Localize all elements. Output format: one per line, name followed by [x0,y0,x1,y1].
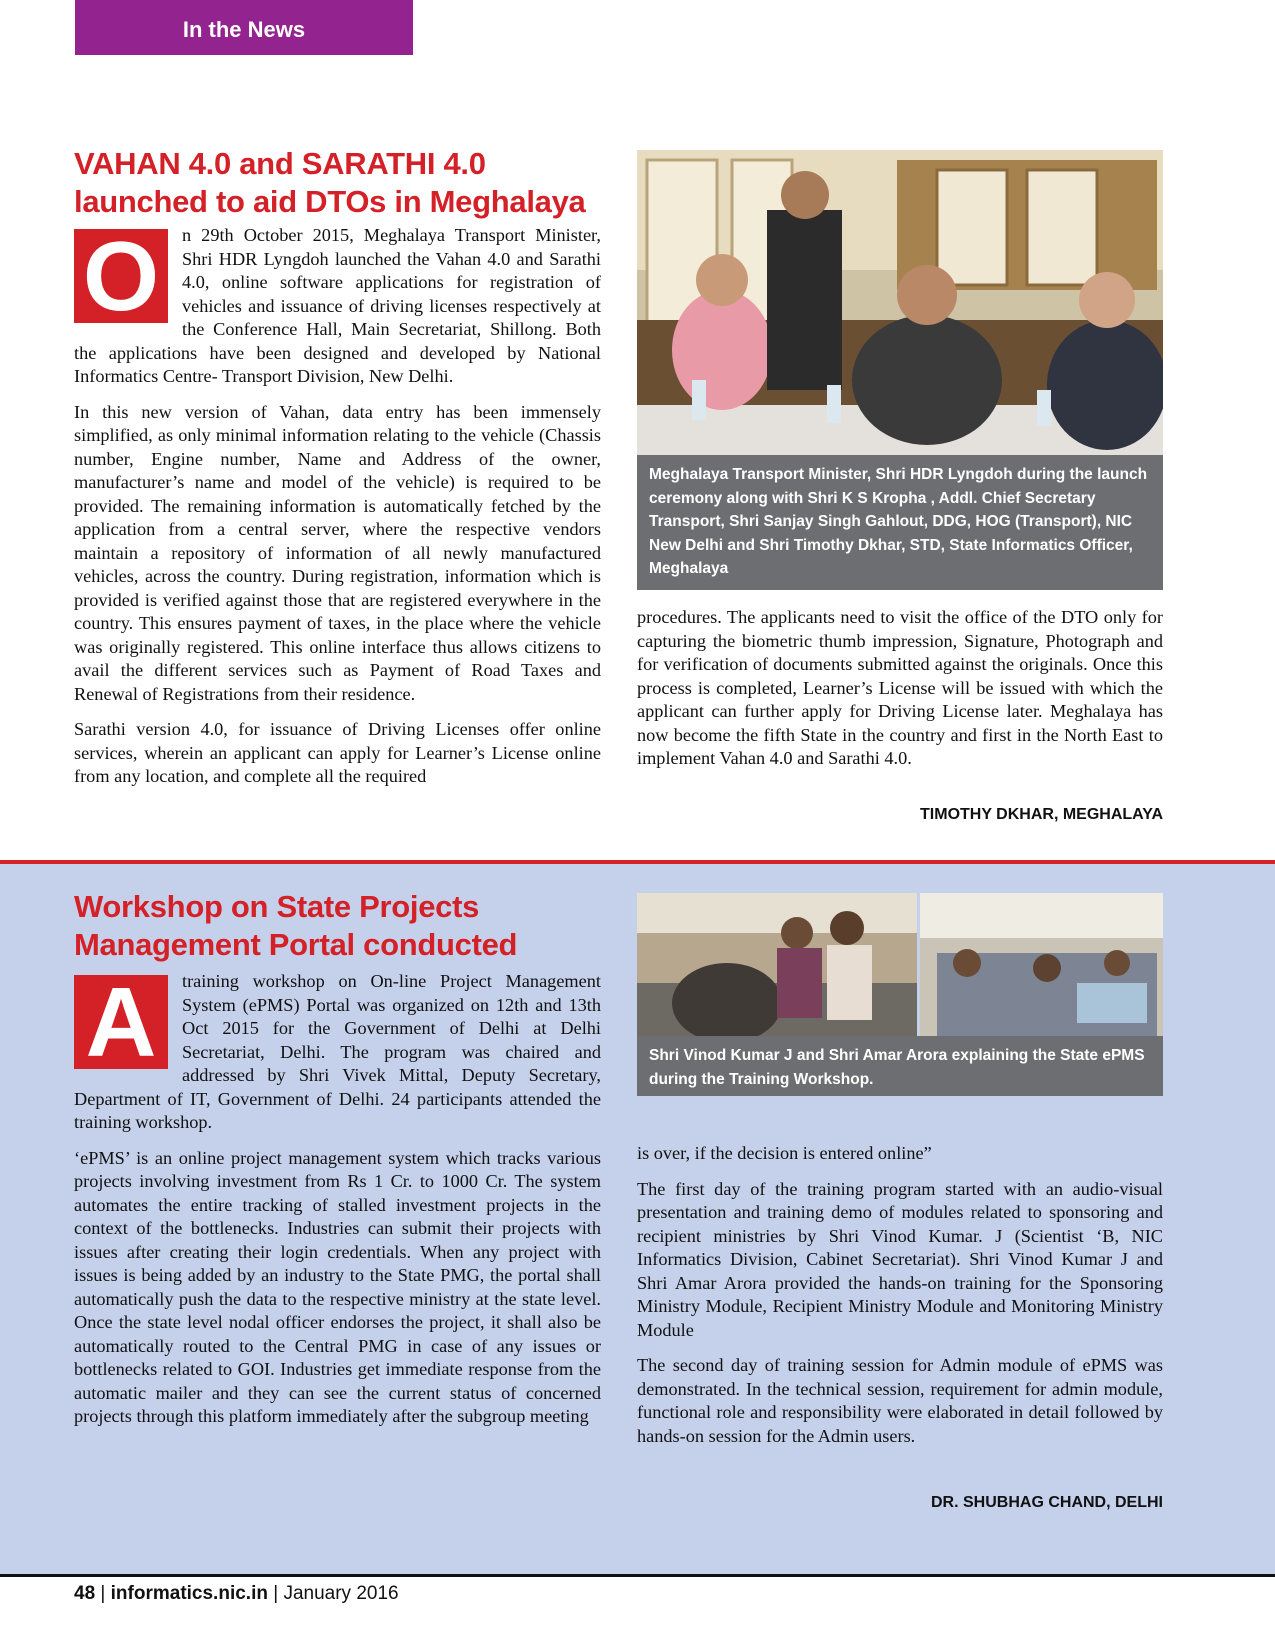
article2-headline-line2: Management Portal conducted [74,927,518,962]
footer-separator-2: | [273,1583,279,1604]
footer-rule [0,1574,1275,1577]
article1-para3: Sarathi version 4.0, for issuance of Driving Licenses offer online services, wherein an applicant can apply for Learner’s License online from any location, and complete all the required [74,719,601,786]
article1-left-column [74,221,601,801]
article2-para5: The second day of training session for Admin module of ePMS was demonstrated. In the technical session, requirement for admin module, functional role and responsibility were elaborated in detail followed by hands-on session for the Admin users. [637,1355,1163,1446]
training-workshop-image [637,893,1163,1036]
article1-headline-line1: VAHAN 4.0 and SARATHI 4.0 [74,146,486,181]
article1-photo [637,150,1163,455]
article1-caption: Meghalaya Transport Minister, Shri HDR Lyngdoh during the launch ceremony along with Shri K S Kropha , Addl. Chief Secretary Transport, Shri Sanjay Singh Gahlout, DDG, HOG (Transport), NIC New Delhi and Shri Timothy Dkhar, STD, State Informatics Officer, Meghalaya [637,455,1163,590]
article2-para1 [74,967,601,1135]
article2-caption: Shri Vinod Kumar J and Shri Amar Arora explaining the State ePMS during the Training Workshop. [637,1036,1163,1096]
footer-separator: | [100,1583,106,1604]
article1-headline-line2: launched to aid DTOs in Meghalaya [74,184,586,219]
page-footer [74,1583,399,1605]
article2-photo [637,893,1163,1036]
footer-issue: January 2016 [283,1583,399,1604]
article2-dropcap: A [74,975,168,1069]
article2-para2: ‘ePMS’ is an online project management system which tracks various projects involving investment from Rs 1 Cr. to 1000 Cr. The system automates the entire tracking of stalled investment projects in the context of the bottlenecks. Industries can submit their projects with issues after creating their login credentials. When any project with issues is being added by an industry to the State PMG, the portal shall automatically push the data to the respective ministry at the state level. Once the state level nodal officer endorses the project, it shall also be automatically routed to the Central PMG in case of any issues or bottlenecks related to GOI. Industries get immediate response from the automatic mailer and they can see the current status of concerned projects through this platform immediately after the subgroup meeting [74,1147,601,1426]
article2-headline [74,888,614,964]
article1-para2: In this new version of Vahan, data entry has been immensely simplified, as only minimal information relating to the vehicle (Chassis number, Engine number, Name and Address of the owner, manufacturer’s name and model of the vehicle) is required to be provided. The remaining information is automatically fetched by the application from a central server, where the respective vendors maintain a repository of information of all newly manufactured vehicles, across the country. During registration, information which is provided is verified against those that are registered everywhere in the country. This ensures payment of taxes, in the place where the vehicle was originally registered. This online interface thus allows citizens to avail the different services such as Payment of Road Taxes and Renewal of Registrations from their residence. [74,401,601,704]
launch-ceremony-image [637,150,1163,455]
article1-para4: procedures. The applicants need to visit the office of the DTO only for capturing the biometric thumb impression, Signature, Photograph and for verification of documents submitted against the originals. Once this process is completed, Learner’s License will be issued with which the applicant can further apply for Driving License later. Meghalaya has now become the fifth State in the country and first in the North East to implement Vahan 4.0 and Sarathi 4.0. [637,607,1163,768]
article1-right-column [637,606,1163,783]
article1-para1-text: n 29th October 2015, Meghalaya Transport Minister, Shri HDR Lyngdoh launched the Vahan 4.0 and Sarathi 4.0, online software applications for registration of vehicles and issuance of driving licenses respectively at the Conference Hall, Main Secretariat, Shillong. Both the applications have been designed and developed by National Informatics Centre- Transport Division, New Delhi. [74,225,601,386]
article1-byline: TIMOTHY DKHAR, MEGHALAYA [920,806,1163,823]
page-number: 48 [74,1583,96,1604]
article2-right-column [637,1142,1163,1460]
article2-left-column [74,967,601,1441]
article2-para4: The first day of the training program started with an audio-visual presentation and training demo of modules related to sponsoring and recipient ministries by Shri Vinod Kumar. J (Scientist ‘B, NIC Informatics Division, Cabinet Secretariat). Shri Vinod Kumar J and Shri Amar Arora provided the hands-on training for the Sponsoring Ministry Module, Recipient Ministry Module and Monitoring Ministry Module [637,1178,1163,1340]
article2-byline: DR. SHUBHAG CHAND, DELHI [931,1494,1163,1511]
article1-dropcap: O [74,229,168,323]
article1-para1 [74,221,601,389]
article2-para1-text: training workshop on On-line Project Management System (ePMS) Portal was organized on 12th and 13th Oct 2015 for the Government of Delhi at Delhi Secretariat, Delhi. The program was chaired and addressed by Shri Vivek Mittal, Deputy Secretary, Department of IT, Government of Delhi. 24 participants attended the training workshop. [74,971,601,1132]
article2-para3: is over, if the decision is entered online” [637,1143,932,1163]
article2-headline-line1: Workshop on State Projects [74,889,480,924]
footer-site[interactable]: informatics.nic.in [110,1583,268,1604]
article1-headline [74,145,614,221]
section-tag: In the News [75,0,413,55]
